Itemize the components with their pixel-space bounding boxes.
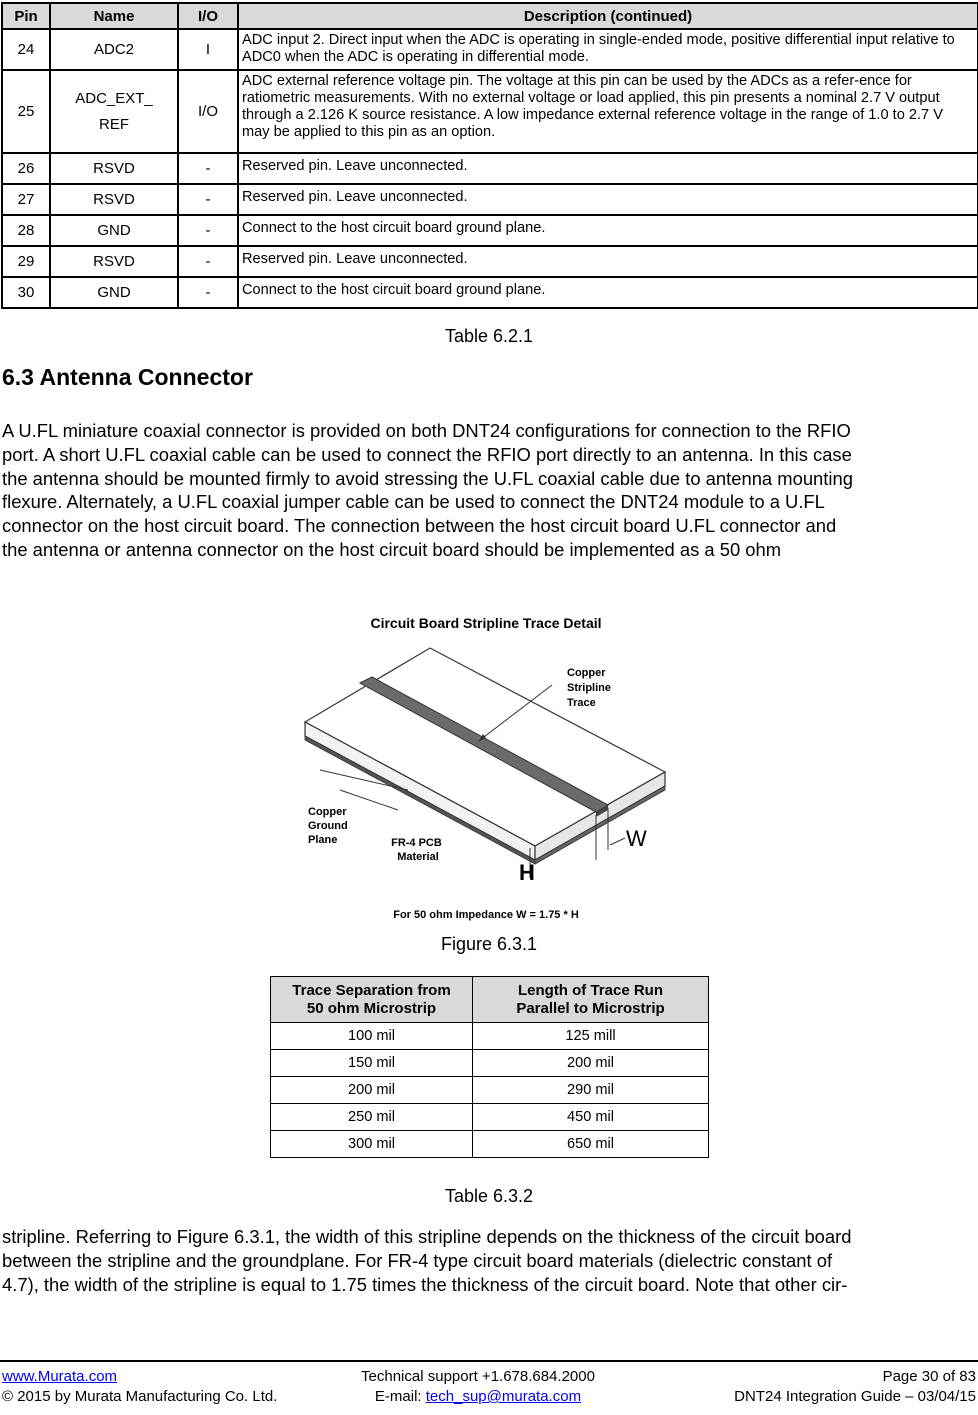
paragraph-stripline — [2, 1225, 974, 1296]
pin-description: Reserved pin. Leave unconnected. — [238, 246, 978, 277]
pin-io: - — [178, 277, 238, 308]
table-row — [2, 277, 978, 308]
paragraph-line: stripline. Referring to Figure 6.3.1, the width of this stripline depends on the thickness of the circuit board — [2, 1226, 852, 1247]
pin-description-table — [1, 2, 978, 309]
w-label: W — [626, 826, 647, 851]
material-label-line: FR-4 PCB — [391, 837, 442, 849]
paragraph-line: A U.FL miniature coaxial connector is provided on both DNT24 configurations for connection to the RFIO — [2, 420, 851, 441]
length-cell: 125 mill — [473, 1023, 709, 1050]
separation-cell: 150 mil — [271, 1050, 473, 1077]
footer-support: Technical support +1.678.684.2000 — [361, 1368, 595, 1385]
pin-number: 28 — [2, 215, 50, 246]
footer-divider — [0, 1360, 978, 1362]
footer-email — [300, 1388, 656, 1405]
paragraph-line: between the stripline and the groundplane. For FR-4 type circuit board materials (dielectric constant of — [2, 1249, 833, 1271]
material-label — [391, 837, 445, 863]
paragraph-line: the antenna or antenna connector on the host circuit board should be implemented as a 50 ohm — [2, 538, 782, 560]
ground-label-line: Ground — [308, 820, 348, 832]
header-line: 50 ohm Microstrip — [306, 999, 437, 1017]
header-pin: Pin — [2, 3, 50, 29]
footer-guide-title: DNT24 Integration Guide – 03/04/15 — [734, 1388, 976, 1405]
pin-io: I/O — [178, 70, 238, 153]
pin-description: Connect to the host circuit board ground plane. — [238, 277, 978, 308]
separation-cell: 250 mil — [271, 1104, 473, 1131]
table-row — [271, 1077, 709, 1104]
pin-name: GND — [50, 277, 178, 308]
pin-description: Connect to the host circuit board ground plane. — [238, 215, 978, 246]
pin-name: ADC2 — [50, 29, 178, 70]
table-caption: Table 6.3.2 — [444, 1186, 534, 1206]
header-description: Description (continued) — [238, 3, 978, 29]
pin-description: Reserved pin. Leave unconnected. — [238, 153, 978, 184]
email-label: E-mail: — [374, 1388, 426, 1405]
separation-cell: 100 mil — [271, 1023, 473, 1050]
paragraph-line: the antenna should be mounted firmly to avoid stressing the U.FL coaxial cable due to antenna mounting — [2, 467, 853, 489]
length-cell: 450 mil — [473, 1104, 709, 1131]
length-cell: 290 mil — [473, 1077, 709, 1104]
pin-name: RSVD — [50, 246, 178, 277]
paragraph-line: flexure. Alternately, a U.FL coaxial jumper cable can be used to connect the DNT24 module to a U.FL — [2, 491, 825, 513]
ground-label-line: Plane — [308, 834, 338, 846]
paragraph-line: connector on the host circuit board. The connection between the host circuit board U.FL connector and — [2, 515, 837, 537]
pin-io: - — [178, 153, 238, 184]
website-link[interactable]: www.Murata.com — [2, 1368, 118, 1385]
header-line: Parallel to Microstrip — [516, 999, 665, 1017]
trace-separation-table — [270, 976, 709, 1158]
pin-name — [50, 70, 178, 153]
paragraph-line: port. A short U.FL coaxial cable can be used to connect the RFIO port directly to an antenna. In this case — [2, 443, 852, 465]
pin-number: 27 — [2, 184, 50, 215]
paragraph-antenna-intro — [2, 419, 974, 562]
figure-caption: Figure 6.3.1 — [440, 934, 538, 954]
footer-copyright: © 2015 by Murata Manufacturing Co. Ltd. — [2, 1388, 278, 1405]
table-row — [2, 184, 978, 215]
w-arrow — [610, 838, 625, 845]
pin-io: I — [178, 29, 238, 70]
pin-name: RSVD — [50, 153, 178, 184]
material-label-line: Material — [397, 851, 439, 863]
trace-label-line: Copper — [567, 667, 606, 679]
length-cell: 650 mil — [473, 1131, 709, 1158]
table-caption: Table 6.2.1 — [444, 326, 534, 346]
pin-number: 30 — [2, 277, 50, 308]
pin-io: - — [178, 184, 238, 215]
section-heading: 6.3 Antenna Connector — [2, 364, 253, 390]
paragraph-line: 4.7), the width of the stripline is equal to 1.75 times the thickness of the circuit board. Note that other cir- — [2, 1273, 848, 1295]
pin-name: RSVD — [50, 184, 178, 215]
pin-io: - — [178, 215, 238, 246]
separation-cell: 200 mil — [271, 1077, 473, 1104]
header-trace-separation — [271, 977, 473, 1023]
header-line: Trace Separation from — [292, 981, 451, 999]
ground-label-line: Copper — [308, 806, 347, 818]
stripline-diagram — [290, 610, 690, 930]
header-trace-length — [473, 977, 709, 1023]
pin-number: 26 — [2, 153, 50, 184]
separation-cell: 300 mil — [271, 1131, 473, 1158]
pin-number: 29 — [2, 246, 50, 277]
pin-description: Reserved pin. Leave unconnected. — [238, 184, 978, 215]
header-io: I/O — [178, 3, 238, 29]
pin-number: 24 — [2, 29, 50, 70]
trace-label — [567, 667, 614, 709]
table-row — [2, 246, 978, 277]
impedance-formula: For 50 ohm Impedance W = 1.75 * H — [393, 909, 579, 921]
email-link[interactable]: tech_sup@murata.com — [425, 1388, 582, 1405]
trace-label-line: Stripline — [567, 682, 612, 694]
length-cell: 200 mil — [473, 1050, 709, 1077]
table-row — [2, 153, 978, 184]
table-row — [271, 1023, 709, 1050]
pin-description: ADC input 2. Direct input when the ADC is operating in single-ended mode, positive differential input relative to ADC0 when the ADC is operating in differential mode. — [238, 29, 978, 70]
header-name: Name — [50, 3, 178, 29]
table-row — [2, 215, 978, 246]
pin-number: 25 — [2, 70, 50, 153]
table-row — [271, 1050, 709, 1077]
pin-name: GND — [50, 215, 178, 246]
pin-description: ADC external reference voltage pin. The voltage at this pin can be used by the ADCs as a refer-ence for ratiometric measurements. With no external voltage or load applied, this pin presents a nominal 2.7 V output through a 2.126 K source resistance. A low impedance external reference voltage in the range of 1.0 to 2.7 V may be applied to this pin as an option. — [238, 70, 978, 153]
pin-name-line2: REF — [99, 115, 129, 133]
table-row — [271, 1131, 709, 1158]
table-row — [2, 29, 978, 70]
footer-page-number: Page 30 of 83 — [882, 1368, 976, 1385]
pin-table-header — [2, 3, 978, 29]
table-row — [271, 1104, 709, 1131]
pin-io: - — [178, 246, 238, 277]
figure-title: Circuit Board Stripline Trace Detail — [370, 615, 602, 631]
table-row — [2, 70, 978, 153]
ground-label — [308, 806, 351, 846]
trace-table-header — [271, 977, 709, 1023]
trace-label-line: Trace — [567, 697, 596, 709]
header-line: Length of Trace Run — [517, 981, 663, 999]
h-label: H — [519, 860, 535, 885]
pin-name-line1: ADC_EXT_ — [75, 89, 153, 107]
footer-website-link[interactable] — [2, 1368, 117, 1385]
